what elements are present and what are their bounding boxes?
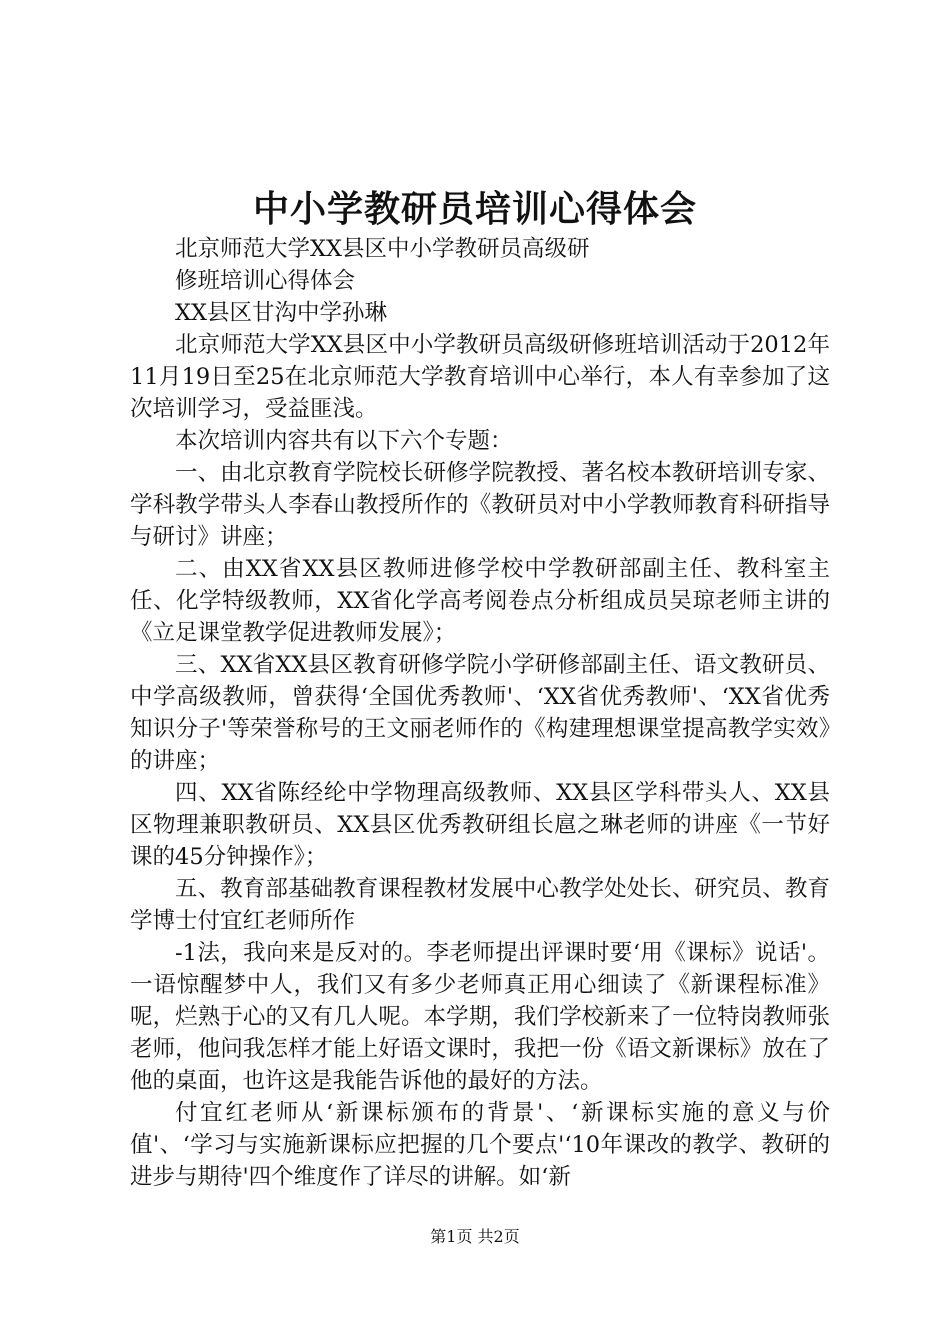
paragraph: -1法，我向来是反对的。李老师提出评课时要‘用《课标》说话'。一语惊醒梦中人，我们又有多少老师真正用心细读了《新课程标准》呢，烂熟于心的又有几人呢。本学期，我们学校新来了一位特岗教师张老师，他问我怎样才能上好语文课时，我把一份《语文新课标》放在了他的桌面，也许这是我能告诉他的最好的方法。	[130, 940, 830, 1094]
author-line: XX县区甘沟中学孙琳	[175, 300, 388, 326]
page-footer: 第1页 共2页	[430, 1227, 520, 1246]
paragraph: 五、教育部基础教育课程教材发展中心教学处处长、研究员、教育学博士付宜红老师所作	[130, 876, 830, 934]
paragraph: 四、XX省陈经纶中学物理高级教师、XX县区学科带头人、XX县区物理兼职教研员、XX县区优秀教研组长扈之琳老师的讲座《一节好课的45分钟操作》；	[130, 780, 830, 870]
paragraph: 一、由北京教育学院校长研修学院教授、著名校本教研培训专家、学科教学带头人李春山教授所作的《教研员对中小学教师教育科研指导与研讨》讲座；	[130, 460, 830, 550]
paragraph: 三、XX省XX县区教育研修学院小学研修部副主任、语文教研员、中学高级教师，曾获得‘全国优秀教师'、‘XX省优秀教师'、‘XX省优秀知识分子'等荣誉称号的王文丽老师作的《构建理想课堂提高教学实效》的讲座；	[130, 652, 830, 774]
document-body	[130, 233, 830, 1193]
paragraph: 北京师范大学XX县区中小学教研员高级研修班培训活动于2012年11月19日至25在北京师范大学教育培训中心举行，本人有幸参加了这次培训学习，受益匪浅。	[130, 332, 830, 422]
document-title: 中小学教研员培训心得体会	[252, 188, 697, 230]
paragraph: 本次培训内容共有以下六个专题：	[175, 428, 513, 454]
paragraph: 付宜红老师从‘新课标颁布的背景'、‘新课标实施的意义与价值'、‘学习与实施新课标应把握的几个要点'‘10年课改的教学、教研的进步与期待'四个维度作了详尽的讲解。如‘新	[130, 1100, 830, 1190]
subtitle-line-2: 修班培训心得体会	[175, 268, 356, 294]
subtitle-line-1: 北京师范大学XX县区中小学教研员高级研	[175, 236, 590, 262]
paragraph: 二、由XX省XX县区教师进修学校中学教研部副主任、教科室主任、化学特级教师，XX省化学高考阅卷点分析组成员吴琼老师主讲的《立足课堂教学促进教师发展》；	[130, 556, 830, 646]
